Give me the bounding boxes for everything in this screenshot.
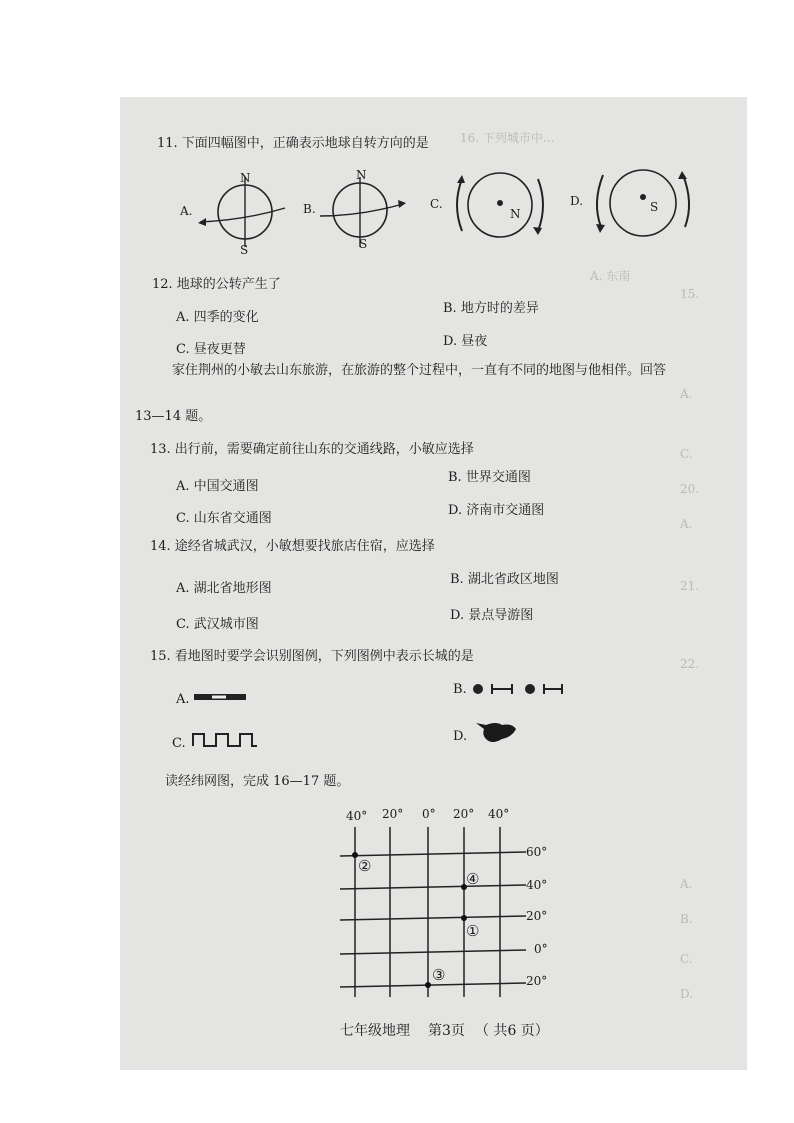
q13-option-d: D. 济南市交通图 (448, 503, 545, 518)
q14-option-b: B. 湖北省政区地图 (450, 572, 559, 587)
q12-option-a: A. 四季的变化 (176, 310, 259, 325)
footer-grade: 七年级地理 (340, 1023, 410, 1039)
bleed-through-text: C. (680, 952, 693, 966)
q12-stem: 12. 地球的公转产生了 (152, 277, 281, 292)
bleed-through-text: C. (680, 447, 693, 461)
grid-point-4: ④ (466, 870, 480, 888)
q11-stem: 11. 下面四幅图中，正确表示地球自转方向的是 (157, 136, 429, 151)
bleed-through-text: A. (680, 387, 693, 401)
grid-point-3: ③ (432, 966, 446, 984)
exam-page (120, 97, 747, 1070)
grid-right-label-60n: 60° (526, 845, 548, 859)
q11-globe-a-north: N (240, 171, 251, 185)
q11-option-d-label: D. (570, 194, 584, 208)
q15-option-b-label: B. (453, 682, 467, 697)
q13-option-c: C. 山东省交通图 (176, 511, 272, 526)
grid-top-label-40w: 40° (346, 809, 368, 823)
q12-option-c: C. 昼夜更替 (176, 342, 246, 357)
footer-page: 第3页 (428, 1023, 465, 1039)
q11-polar-d-pole: S (650, 200, 659, 214)
q14-option-d: D. 景点导游图 (450, 608, 534, 623)
q15-legend-a-railway-symbol (194, 693, 254, 703)
q11-option-a-label: A. (180, 204, 193, 218)
grid-point-2: ② (358, 857, 372, 875)
grid-right-label-20s: 20° (526, 974, 548, 988)
q15-legend-b-boundary-symbol (472, 681, 592, 697)
q11-polar-c-pole: N (510, 207, 521, 221)
q12-option-d: D. 昼夜 (443, 334, 488, 349)
grid-point-1: ① (466, 922, 480, 940)
bleed-through-text: D. (680, 987, 694, 1001)
q15-stem: 15. 看地图时要学会识别图例，下列图例中表示长城的是 (150, 649, 474, 664)
intro-13-14-line1: 家住荆州的小敏去山东旅游，在旅游的整个过程中，一直有不同的地图与他相伴。回答 (172, 363, 667, 378)
grid-top-label-0: 0° (422, 807, 436, 821)
bleed-through-text: A. 东南 (590, 269, 631, 283)
intro-13-14-line2: 13—14 题。 (135, 409, 212, 424)
q11-option-b-label: B. (303, 202, 316, 216)
footer-total: （ 共6 页） (475, 1023, 549, 1039)
q15-option-a-label: A. (176, 692, 190, 707)
bleed-through-text: 15. (680, 287, 700, 301)
q11-option-c-label: C. (430, 197, 443, 211)
bleed-through-text: 20. (680, 482, 700, 496)
grid-top-label-20e: 20° (453, 807, 475, 821)
q13-option-b: B. 世界交通图 (448, 470, 531, 485)
bleed-through-text: B. (680, 912, 693, 926)
q13-stem: 13. 出行前，需要确定前往山东的交通线路，小敏应选择 (150, 442, 474, 457)
bleed-through-text: A. (680, 877, 693, 891)
q14-option-a: A. 湖北省地形图 (176, 581, 272, 596)
q14-option-c: C. 武汉城市图 (176, 617, 259, 632)
q11-globe-b-north: N (356, 168, 367, 182)
q13-option-a: A. 中国交通图 (176, 479, 259, 494)
q11-globe-b-south: S (359, 237, 368, 251)
q11-polar-c-diagram (450, 167, 550, 247)
bleed-through-text: 16. 下列城市中... (460, 131, 555, 145)
intro-16-17: 读经纬网图，完成 16—17 题。 (165, 774, 350, 789)
q15-option-c-label: C. (172, 736, 186, 751)
grid-right-label-0: 0° (534, 942, 548, 956)
grid-right-label-20n: 20° (526, 909, 548, 923)
q11-polar-d-diagram (588, 165, 698, 245)
grid-top-label-20w: 20° (382, 807, 404, 821)
bleed-through-text: 21. (680, 579, 700, 593)
bleed-through-text: A. (680, 517, 693, 531)
q12-option-b: B. 地方时的差异 (443, 301, 539, 316)
q15-legend-c-great-wall-symbol (192, 732, 258, 748)
bleed-through-text: 22. (680, 657, 700, 671)
q11-globe-a-south: S (240, 243, 249, 257)
q15-option-d-label: D. (453, 729, 468, 744)
grid-right-label-40n: 40° (526, 878, 548, 892)
q14-stem: 14. 途经省城武汉，小敏想要找旅店住宿，应选择 (150, 539, 435, 554)
q15-legend-d-lake-symbol (472, 719, 532, 749)
grid-top-label-40e: 40° (488, 807, 510, 821)
